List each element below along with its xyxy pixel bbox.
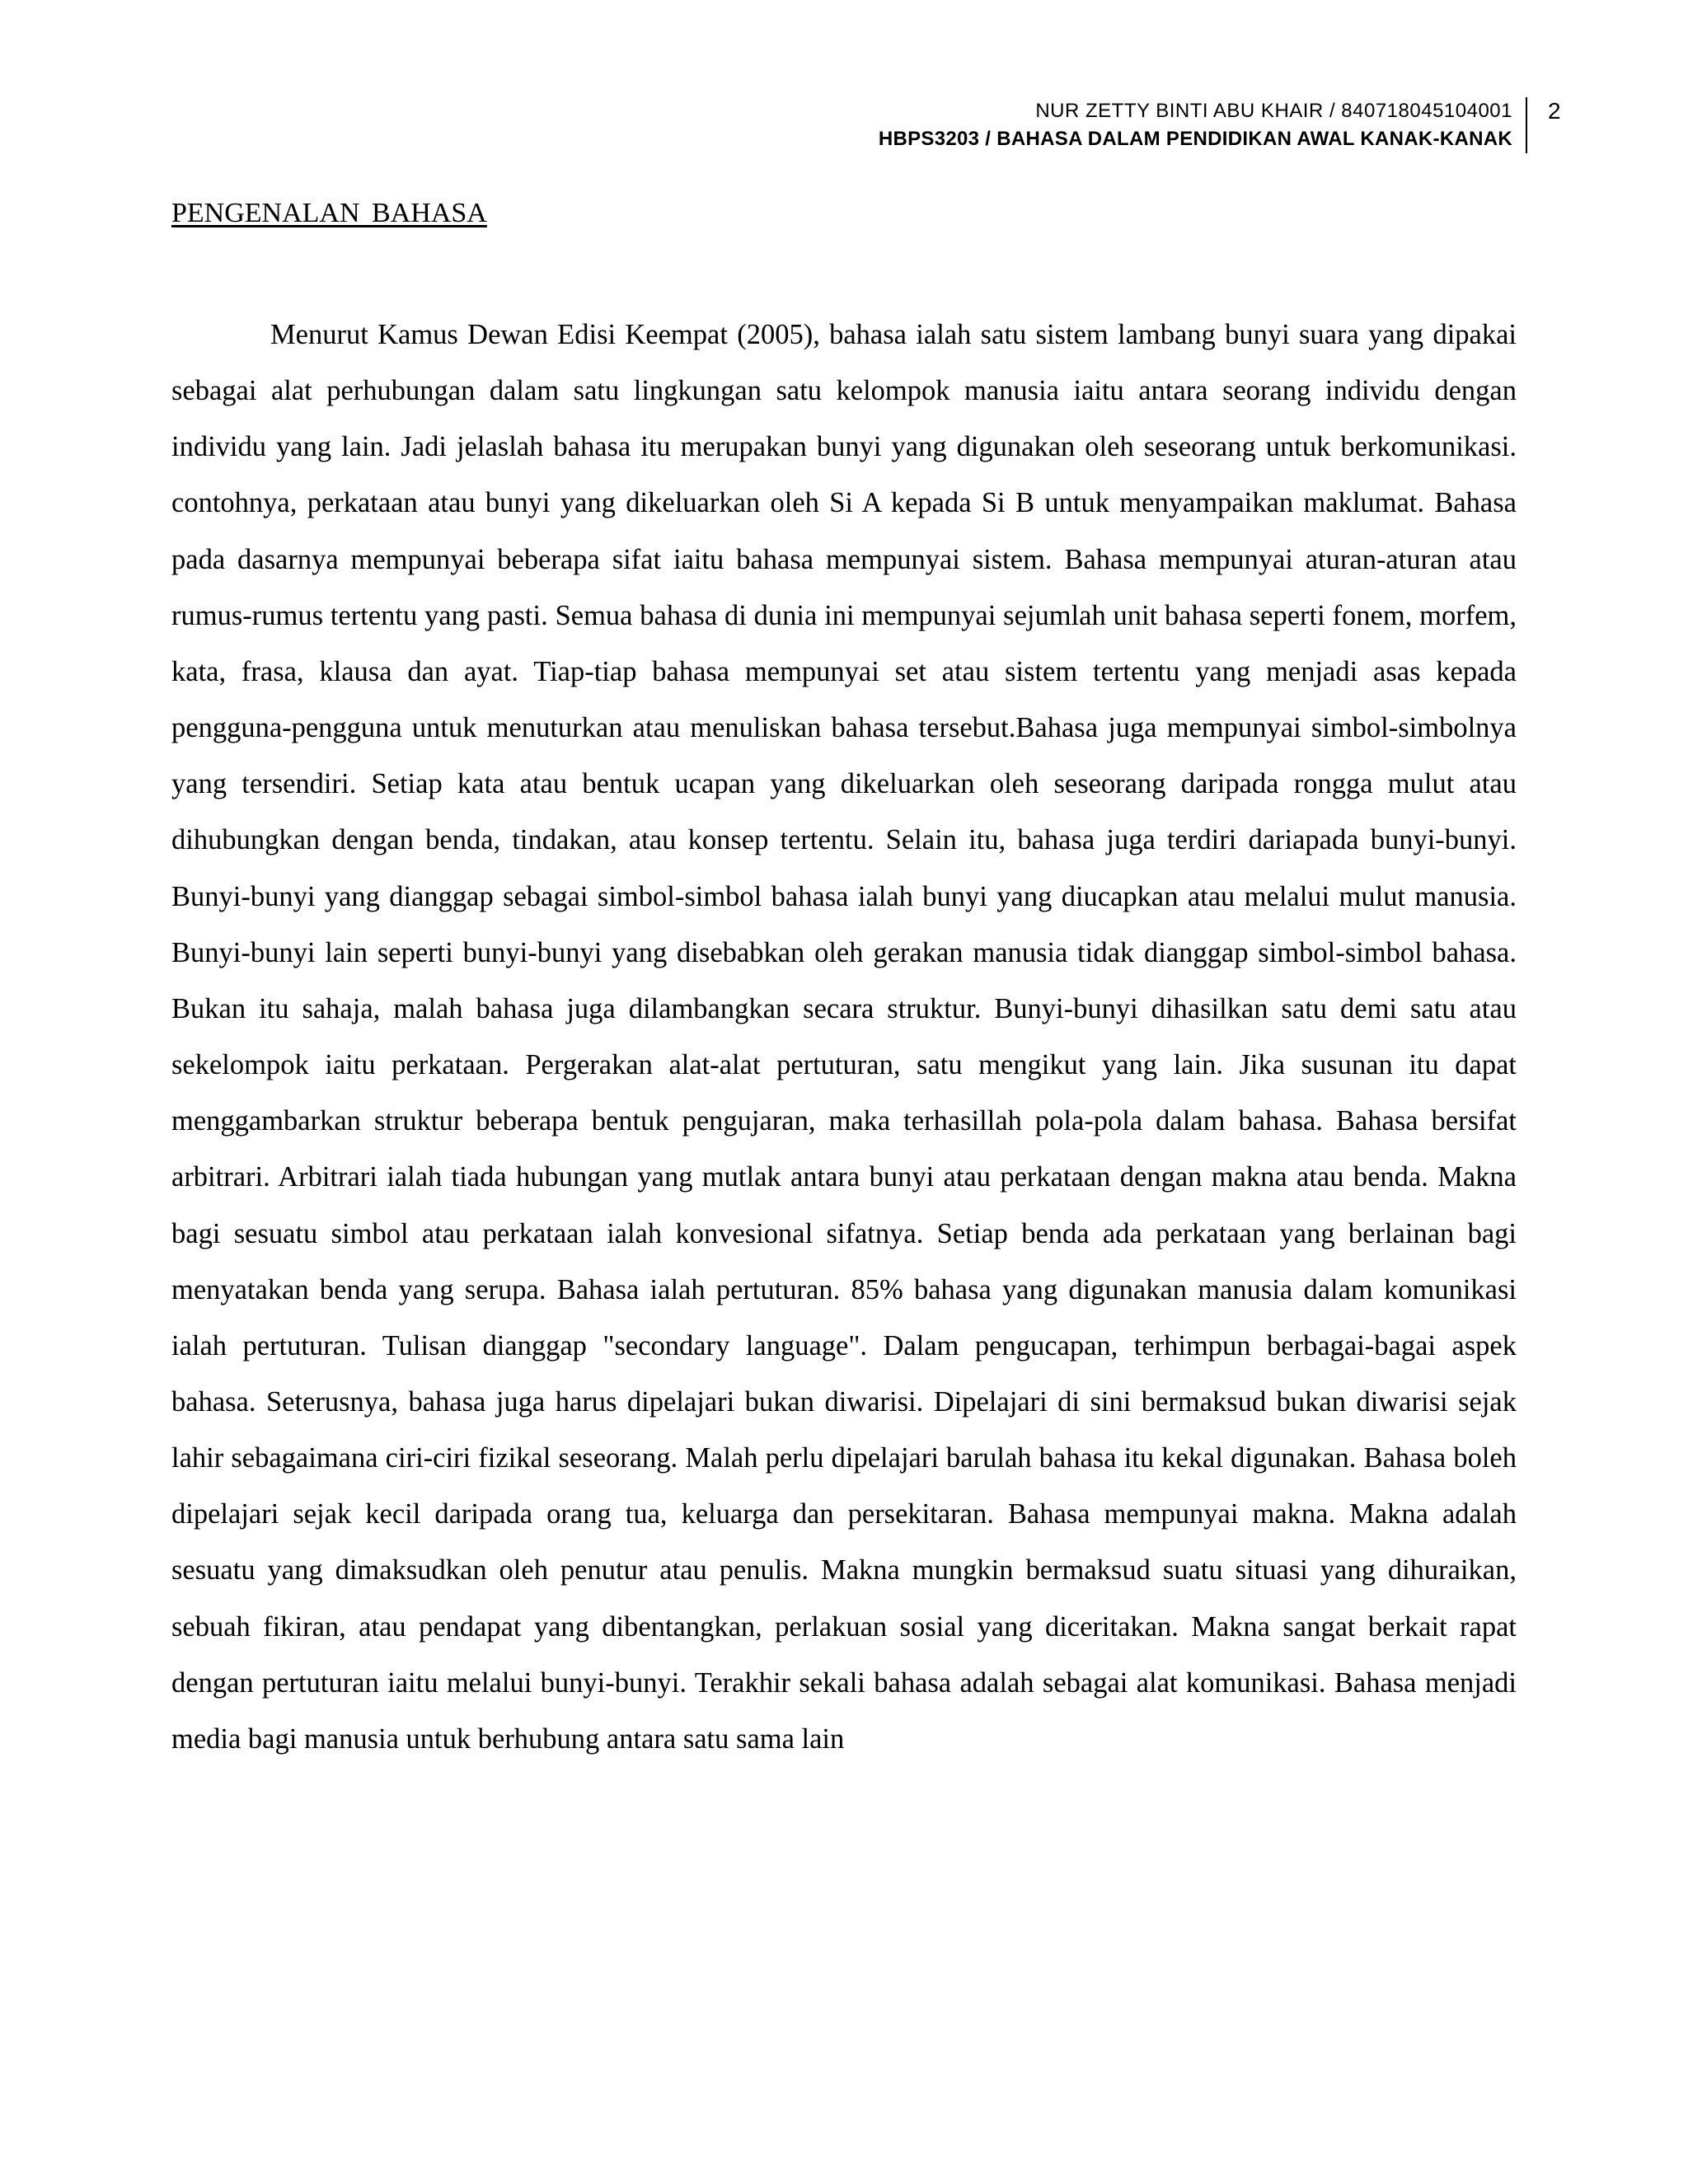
header-author-line: NUR ZETTY BINTI ABU KHAIR / 840718045104001	[1035, 100, 1512, 122]
section-title: PENGENALAN BAHASA	[171, 198, 487, 228]
page-number: 2	[1548, 98, 1561, 124]
header-course-line: HBPS3203 / BAHASA DALAM PENDIDIKAN AWAL KANAK-KANAK	[878, 128, 1512, 150]
page-header	[879, 97, 1527, 153]
body-paragraph: Menurut Kamus Dewan Edisi Keempat (2005), bahasa ialah satu sistem lambang bunyi suara yang dipakai sebagai alat perhubungan dalam satu lingkungan satu kelompok manusia iaitu antara seorang individu dengan individu yang lain. Jadi jelaslah bahasa itu merupakan bunyi yang digunakan oleh seseorang untuk berkomunikasi. contohnya, perkataan atau bunyi yang dikeluarkan oleh Si A kepada Si B untuk menyampaikan maklumat. Bahasa pada dasarnya mempunyai beberapa sifat iaitu bahasa mempunyai sistem. Bahasa mempunyai aturan-aturan atau rumus-rumus tertentu yang pasti. Semua bahasa di dunia ini mempunyai sejumlah unit bahasa seperti fonem, morfem, kata, frasa, klausa dan ayat. Tiap-tiap bahasa mempunyai set atau sistem tertentu yang menjadi asas kepada pengguna-pengguna untuk menuturkan atau menuliskan bahasa tersebut.Bahasa juga mempunyai simbol-simbolnya yang tersendiri. Setiap kata atau bentuk ucapan yang dikeluarkan oleh seseorang daripada rongga mulut atau dihubungkan dengan benda, tindakan, atau konsep tertentu. Selain itu, bahasa juga terdiri dariapada bunyi-bunyi. Bunyi-bunyi yang dianggap sebagai simbol-simbol bahasa ialah bunyi yang diucapkan atau melalui mulut manusia. Bunyi-bunyi lain seperti bunyi-bunyi yang disebabkan oleh gerakan manusia tidak dianggap simbol-simbol bahasa. Bukan itu sahaja, malah bahasa juga dilambangkan secara struktur. Bunyi-bunyi dihasilkan satu demi satu atau sekelompok iaitu perkataan. Pergerakan alat-alat pertuturan, satu mengikut yang lain. Jika susunan itu dapat menggambarkan struktur beberapa bentuk pengujaran, maka terhasillah pola-pola dalam bahasa. Bahasa bersifat arbitrari. Arbitrari ialah tiada hubungan yang mutlak antara bunyi atau perkataan dengan makna atau benda. Makna bagi sesuatu simbol atau perkataan ialah konvesional sifatnya. Setiap benda ada perkataan yang berlainan bagi menyatakan benda yang serupa. Bahasa ialah pertuturan. 85% bahasa yang digunakan manusia dalam komunikasi ialah pertuturan. Tulisan dianggap "secondary language". Dalam pengucapan, terhimpun berbagai-bagai aspek bahasa. Seterusnya, bahasa juga harus dipelajari bukan diwarisi. Dipelajari di sini bermaksud bukan diwarisi sejak lahir sebagaimana ciri-ciri fizikal seseorang. Malah perlu dipelajari barulah bahasa itu kekal digunakan. Bahasa boleh dipelajari sejak kecil daripada orang tua, keluarga dan persekitaran. Bahasa mempunyai makna. Makna adalah sesuatu yang dimaksudkan oleh penutur atau penulis. Makna mungkin bermaksud suatu situasi yang dihuraikan, sebuah fikiran, atau pendapat yang dibentangkan, perlakuan sosial yang diceritakan. Makna sangat berkait rapat dengan pertuturan iaitu melalui bunyi-bunyi. Terakhir sekali bahasa adalah sebagai alat komunikasi. Bahasa menjadi media bagi manusia untuk berhubung antara satu sama lain	[171, 319, 1517, 1755]
